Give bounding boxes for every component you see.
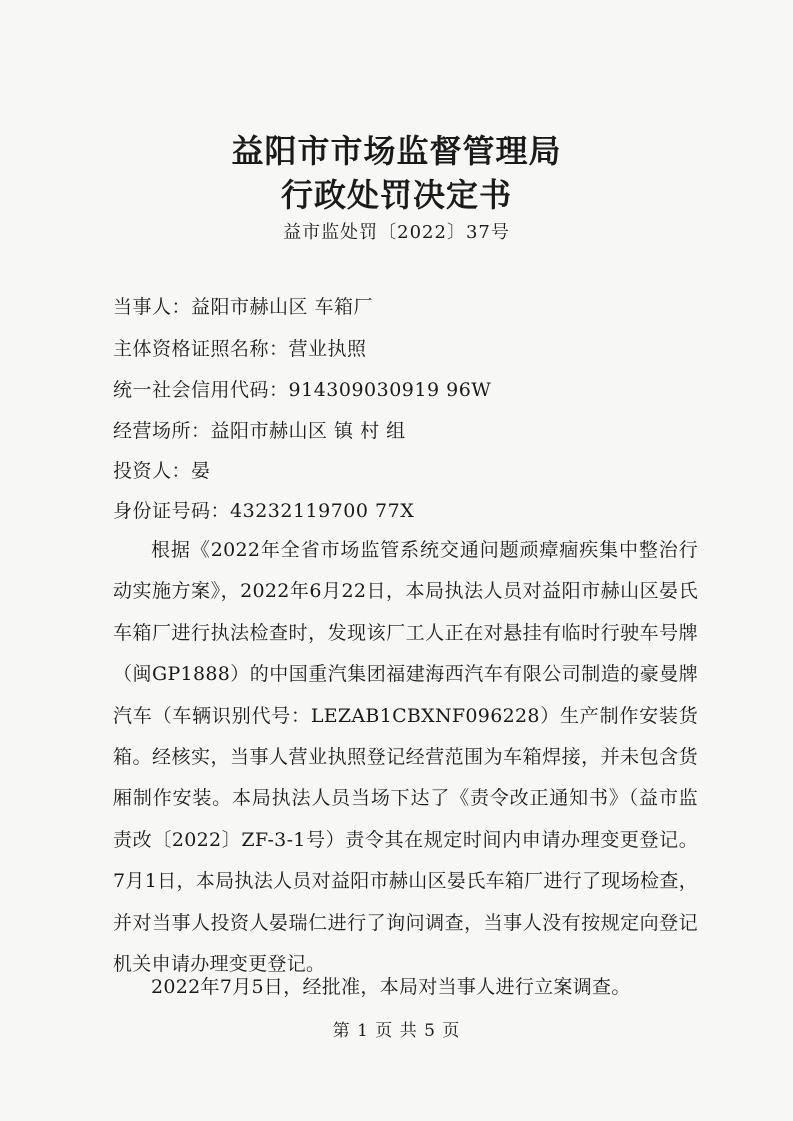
party-label: 当事人：	[113, 296, 192, 318]
id-number-value: 43232119700 77X	[230, 500, 415, 522]
id-number-field	[113, 496, 414, 523]
id-number-label: 身份证号码：	[113, 500, 231, 522]
credit-code-field	[113, 375, 491, 402]
page-indicator: 第 1 页 共 5 页	[332, 1021, 461, 1041]
investor-label: 投资人：	[113, 460, 192, 482]
document-title-line2: 行政处罚决定书	[280, 176, 512, 214]
body-paragraph-2: 2022年7月5日，经批准，本局对当事人进行立案调查。	[151, 976, 631, 998]
party-value: 益阳市赫山区 车箱厂	[191, 296, 374, 318]
document-number: 益市监处罚〔2022〕37号	[283, 222, 510, 243]
investor-value: 晏	[191, 460, 211, 482]
document-title-line1: 益阳市市场监督管理局	[231, 132, 562, 170]
credit-code-value: 914309030919 96W	[288, 379, 492, 401]
license-label: 主体资格证照名称：	[113, 338, 289, 360]
license-field	[113, 334, 367, 361]
license-value: 营业执照	[288, 338, 367, 360]
body-paragraph-1: 根据《2022年全省市场监管系统交通问题顽瘴痼疾集中整治行动实施方案》，2022年6月22日，本局执法人员对益阳市赫山区晏氏车箱厂进行执法检查时，发现该厂工人正在对悬挂有临时行驶车号牌（闽GP1888）的中国重汽集团福建海西汽车有限公司制造的豪曼牌汽车（车辆识别代号：LEZAB1CBXNF096228）生产制作安装货箱。经核实，当事人营业执照登记经营范围为车箱焊接，并未包含货厢制作安装。本局执法人员当场下达了《责令改正通知书》（益市监责改〔2022〕ZF-3-1号）责令其在规定时间内申请办理变更登记。7月1日，本局执法人员对益阳市赫山区晏氏车箱厂进行了现场检查，并对当事人投资人晏瑞仁进行了询问调查，当事人没有按规定向登记机关申请办理变更登记。	[113, 539, 698, 976]
address-label: 经营场所：	[113, 420, 211, 442]
party-field	[113, 292, 373, 319]
credit-code-label: 统一社会信用代码：	[113, 379, 289, 401]
investor-field	[113, 456, 211, 483]
address-field	[113, 416, 406, 443]
address-value: 益阳市赫山区 镇 村 组	[210, 420, 406, 442]
